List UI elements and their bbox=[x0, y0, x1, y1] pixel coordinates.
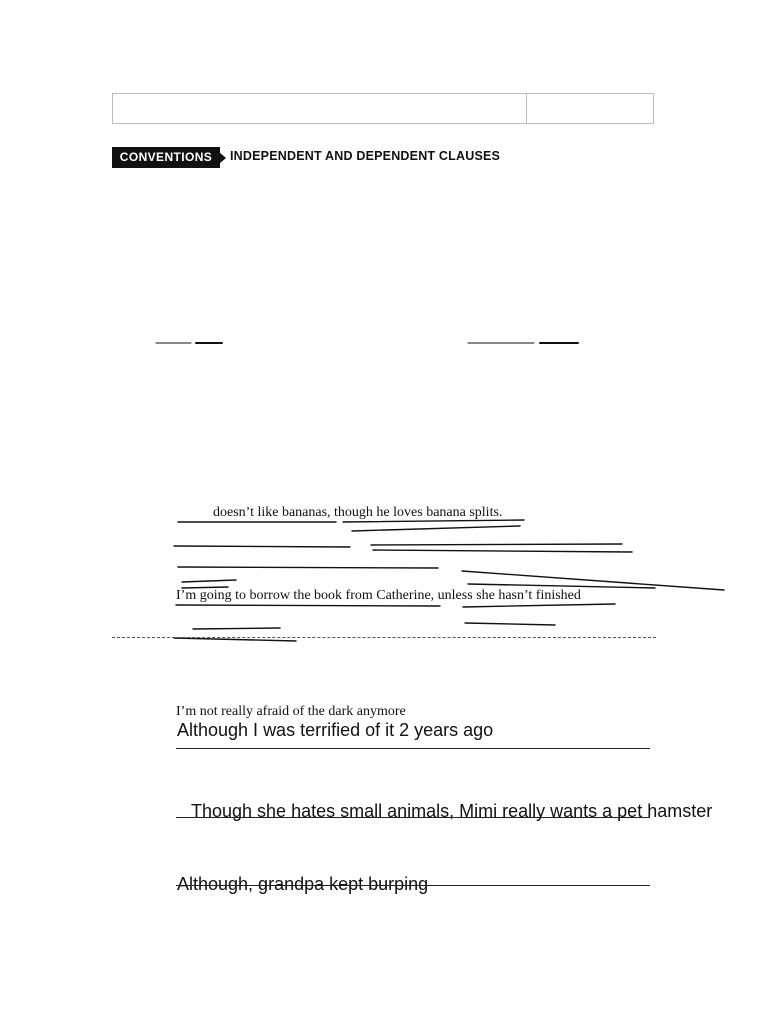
sentence-2: I’m going to borrow the book from Catherine, unless she hasn’t finished bbox=[176, 588, 581, 603]
pen-stroke bbox=[174, 638, 296, 641]
answer-line-3 bbox=[176, 885, 650, 886]
pen-stroke bbox=[176, 605, 440, 606]
answer-line-2 bbox=[176, 817, 650, 818]
dashed-divider bbox=[112, 637, 656, 638]
pen-stroke bbox=[193, 628, 280, 629]
sentence-3: I’m not really afraid of the dark anymore bbox=[176, 704, 406, 719]
pen-stroke bbox=[182, 580, 236, 582]
pen-stroke bbox=[465, 623, 555, 625]
pen-stroke bbox=[174, 546, 350, 547]
conventions-badge: CONVENTIONS bbox=[112, 147, 220, 168]
answer-1[interactable]: Although I was terrified of it 2 years ago bbox=[177, 720, 494, 740]
answer-line-1 bbox=[176, 748, 650, 749]
pen-stroke bbox=[352, 526, 520, 531]
section-title: INDEPENDENT AND DEPENDENT CLAUSES bbox=[230, 149, 501, 163]
answer-3[interactable]: Although, grandpa kept burping bbox=[177, 874, 429, 894]
answer-2[interactable]: Though she hates small animals, Mimi really wants a pet hamster bbox=[191, 801, 713, 821]
pen-stroke bbox=[373, 550, 632, 552]
pen-stroke bbox=[178, 567, 438, 568]
pen-stroke bbox=[371, 544, 622, 545]
pen-stroke bbox=[463, 604, 615, 607]
sentence-1: doesn’t like bananas, though he loves banana splits. bbox=[213, 505, 503, 520]
